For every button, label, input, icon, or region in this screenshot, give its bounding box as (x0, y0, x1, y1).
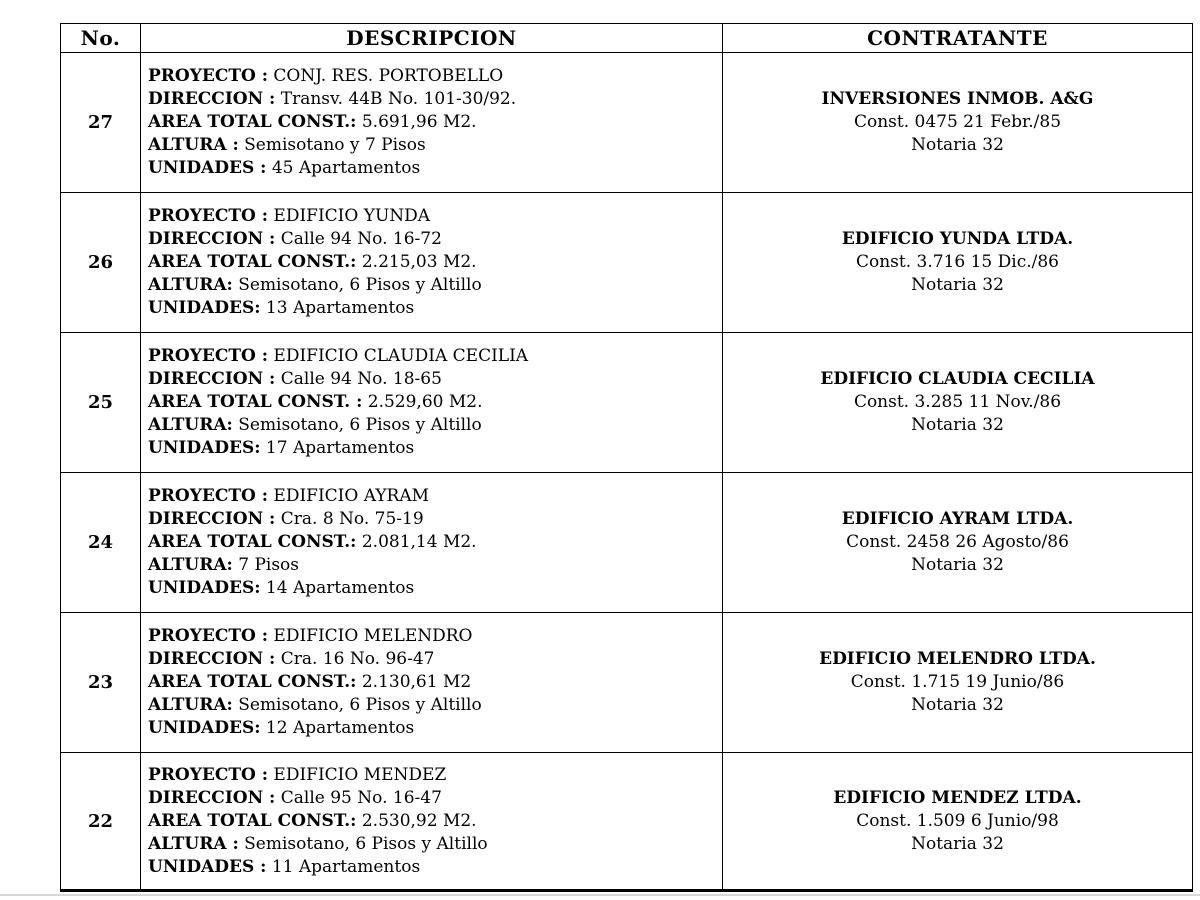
description-cell (141, 753, 723, 891)
altura-label: ALTURA: (148, 695, 233, 715)
header-contractor: CONTRATANTE (723, 24, 1193, 53)
table-row (61, 193, 1193, 333)
direccion-label: DIRECCION : (148, 787, 276, 808)
unidades-line (148, 437, 722, 460)
altura-value: Semisotano, 6 Pisos y Altillo (238, 415, 482, 435)
contractor-const: Const. 3.285 11 Nov./86 (853, 392, 1062, 412)
proyecto-label: PROYECTO : (148, 486, 268, 506)
contractor-const: Const. 2458 26 Agosto/86 (846, 532, 1069, 552)
altura-label: ALTURA : (148, 135, 239, 155)
contractor-const: Const. 1.715 19 Junio/86 (850, 672, 1065, 692)
area-total-label: AREA TOTAL CONST.: (148, 252, 357, 272)
altura-line (148, 554, 722, 577)
direccion-value: Cra. 8 No. 75-19 (280, 509, 424, 529)
unidades-value: 13 Apartamentos (265, 298, 415, 318)
table-row (61, 53, 1193, 193)
row-number: 24 (61, 473, 141, 613)
unidades-label: UNIDADES: (148, 438, 261, 458)
unidades-value: 11 Apartamentos (271, 856, 421, 877)
direccion-value: Transv. 44B No. 101-30/92. (280, 89, 517, 109)
contractor-notaria: Notaria 32 (911, 415, 1004, 435)
description-cell (141, 193, 723, 333)
unidades-line (148, 577, 722, 600)
area-total-line (148, 671, 722, 694)
altura-line (148, 694, 722, 717)
proyecto-label: PROYECTO : (148, 764, 268, 785)
unidades-label: UNIDADES: (148, 298, 261, 318)
direccion-value: Cra. 16 No. 96-47 (280, 649, 435, 669)
row-number: 22 (61, 753, 141, 891)
area-total-line (148, 111, 722, 134)
direccion-value: Calle 94 No. 18-65 (280, 369, 442, 389)
proyecto-line (148, 764, 722, 787)
unidades-value: 45 Apartamentos (271, 158, 421, 178)
contractor-notaria: Notaria 32 (911, 555, 1004, 575)
unidades-value: 14 Apartamentos (265, 578, 415, 598)
direccion-label: DIRECCION : (148, 509, 276, 529)
row-number: 26 (61, 193, 141, 333)
direccion-line (148, 508, 722, 531)
row-number: 25 (61, 333, 141, 473)
contractor-name: EDIFICIO AYRAM LTDA. (841, 509, 1074, 529)
altura-label: ALTURA: (148, 415, 233, 435)
contractor-name: EDIFICIO MELENDRO LTDA. (819, 649, 1096, 669)
direccion-line (148, 228, 722, 251)
proyecto-label: PROYECTO : (148, 346, 268, 366)
direccion-label: DIRECCION : (148, 89, 276, 109)
unidades-value: 17 Apartamentos (265, 438, 415, 458)
proyecto-line (148, 345, 722, 368)
contractor-name: EDIFICIO MENDEZ LTDA. (833, 787, 1082, 808)
contractor-notaria: Notaria 32 (911, 695, 1004, 715)
area-total-line (148, 810, 722, 833)
altura-value: Semisotano y 7 Pisos (244, 135, 426, 155)
contractor-const: Const. 0475 21 Febr./85 (853, 112, 1062, 132)
contractor-const: Const. 1.509 6 Junio/98 (856, 810, 1059, 831)
altura-line (148, 134, 722, 157)
direccion-value: Calle 95 No. 16-47 (280, 787, 442, 808)
area-total-line (148, 531, 722, 554)
description-cell (141, 473, 723, 613)
contractor-name: INVERSIONES INMOB. A&G (821, 89, 1094, 109)
proyecto-value: EDIFICIO AYRAM (273, 486, 430, 506)
table-row (61, 333, 1193, 473)
table-row (61, 753, 1193, 891)
proyecto-line (148, 625, 722, 648)
contractor-notaria: Notaria 32 (911, 833, 1004, 854)
description-cell (141, 53, 723, 193)
unidades-label: UNIDADES: (148, 718, 261, 738)
altura-label: ALTURA: (148, 275, 233, 295)
table-row (61, 613, 1193, 753)
area-total-value: 2.530,92 M2. (361, 810, 477, 831)
proyecto-value: EDIFICIO CLAUDIA CECILIA (273, 346, 529, 366)
proyecto-value: EDIFICIO MENDEZ (273, 764, 447, 785)
unidades-line (148, 717, 722, 740)
proyecto-value: CONJ. RES. PORTOBELLO (273, 66, 504, 86)
altura-line (148, 274, 722, 297)
altura-value: 7 Pisos (238, 555, 300, 575)
contractor-cell (723, 53, 1193, 193)
header-number: No. (61, 24, 141, 53)
contractor-notaria: Notaria 32 (911, 135, 1004, 155)
direccion-line (148, 787, 722, 810)
altura-line (148, 414, 722, 437)
contractor-notaria: Notaria 32 (911, 275, 1004, 295)
row-number: 27 (61, 53, 141, 193)
unidades-line (148, 297, 722, 320)
unidades-label: UNIDADES : (148, 856, 267, 877)
unidades-value: 12 Apartamentos (265, 718, 415, 738)
unidades-line (148, 157, 722, 180)
table-header-row (61, 24, 1193, 53)
unidades-label: UNIDADES: (148, 578, 261, 598)
contractor-name: EDIFICIO CLAUDIA CECILIA (820, 369, 1095, 389)
unidades-line (148, 856, 722, 879)
contractor-cell (723, 753, 1193, 891)
area-total-value: 2.215,03 M2. (361, 252, 477, 272)
proyecto-label: PROYECTO : (148, 626, 268, 646)
proyecto-line (148, 65, 722, 88)
direccion-line (148, 88, 722, 111)
direccion-value: Calle 94 No. 16-72 (280, 229, 442, 249)
area-total-label: AREA TOTAL CONST.: (148, 810, 357, 831)
contractor-cell (723, 473, 1193, 613)
projects-table (60, 23, 1193, 892)
proyecto-label: PROYECTO : (148, 66, 268, 86)
direccion-line (148, 648, 722, 671)
description-cell (141, 333, 723, 473)
proyecto-value: EDIFICIO YUNDA (273, 206, 431, 226)
area-total-value: 5.691,96 M2. (361, 112, 477, 132)
contractor-cell (723, 193, 1193, 333)
area-total-label: AREA TOTAL CONST. : (148, 392, 363, 412)
direccion-label: DIRECCION : (148, 229, 276, 249)
row-number: 23 (61, 613, 141, 753)
page-bottom-divider (0, 894, 1200, 896)
contractor-name: EDIFICIO YUNDA LTDA. (841, 229, 1074, 249)
area-total-label: AREA TOTAL CONST.: (148, 112, 357, 132)
unidades-label: UNIDADES : (148, 158, 267, 178)
direccion-label: DIRECCION : (148, 369, 276, 389)
proyecto-line (148, 485, 722, 508)
table-body (61, 53, 1193, 891)
contractor-const: Const. 3.716 15 Dic./86 (855, 252, 1059, 272)
area-total-label: AREA TOTAL CONST.: (148, 532, 357, 552)
area-total-value: 2.130,61 M2 (361, 672, 472, 692)
altura-value: Semisotano, 6 Pisos y Altillo (238, 695, 482, 715)
proyecto-line (148, 205, 722, 228)
contractor-cell (723, 613, 1193, 753)
area-total-line (148, 251, 722, 274)
description-cell (141, 613, 723, 753)
area-total-value: 2.529,60 M2. (367, 392, 483, 412)
area-total-line (148, 391, 722, 414)
table-row (61, 473, 1193, 613)
altura-label: ALTURA: (148, 555, 233, 575)
altura-line (148, 833, 722, 856)
proyecto-value: EDIFICIO MELENDRO (273, 626, 473, 646)
proyecto-label: PROYECTO : (148, 206, 268, 226)
altura-value: Semisotano, 6 Pisos y Altillo (244, 833, 488, 854)
header-description: DESCRIPCION (141, 24, 723, 53)
direccion-line (148, 368, 722, 391)
area-total-label: AREA TOTAL CONST.: (148, 672, 357, 692)
altura-label: ALTURA : (148, 833, 239, 854)
direccion-label: DIRECCION : (148, 649, 276, 669)
contractor-cell (723, 333, 1193, 473)
altura-value: Semisotano, 6 Pisos y Altillo (238, 275, 482, 295)
area-total-value: 2.081,14 M2. (361, 532, 477, 552)
